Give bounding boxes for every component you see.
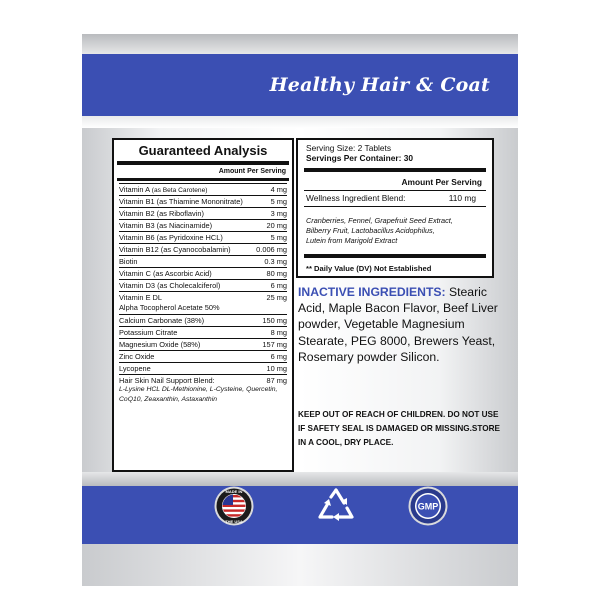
row-name: Vitamin C <box>119 269 151 278</box>
table-row <box>119 195 287 207</box>
row-value: 80 mg <box>266 269 287 278</box>
serving-panel <box>296 138 494 278</box>
servings-per-container: Servings Per Container: 30 <box>306 153 414 163</box>
warning-line: IF SAFETY SEAL IS DAMAGED OR MISSING.STORE <box>298 424 500 433</box>
table-row <box>119 350 287 362</box>
title-banner <box>82 54 518 116</box>
table-row <box>119 231 287 243</box>
row-value: 3 mg <box>270 209 287 218</box>
row-name: Potassium Citrate <box>119 328 178 337</box>
wellness-ingredient-line: Lutein from Marigold Extract <box>306 236 398 245</box>
row-qualifier: (as Cyanocobalamin) <box>160 245 231 254</box>
row-name: Hair Skin Nail Support Blend: <box>119 376 215 385</box>
wellness-blend-name: Wellness Ingredient Blend: <box>306 193 406 203</box>
warning-line: IN A COOL, DRY PLACE. <box>298 438 394 447</box>
top-silver-band <box>82 34 518 54</box>
row-name: Vitamin B6 <box>119 233 155 242</box>
thick-divider <box>304 168 486 172</box>
table-row <box>119 291 287 314</box>
row-value: 150 mg <box>262 316 287 325</box>
row-qualifier: (as Niacinamide) <box>156 221 213 230</box>
row-value: 20 mg <box>266 221 287 230</box>
row-value: 5 mg <box>270 197 287 206</box>
row-value: 6 mg <box>270 281 287 290</box>
warning-text <box>298 408 508 450</box>
gmp-badge-icon <box>408 486 448 526</box>
thick-divider <box>117 178 289 181</box>
row-value: 6 mg <box>270 352 287 361</box>
row-name: Vitamin E DL <box>119 293 162 302</box>
row-name: Lycopene <box>119 364 151 373</box>
row-value: 4 mg <box>270 185 287 194</box>
blend-ingredients-line: CoQ10, Zeaxanthin, Astaxanthin <box>119 396 217 403</box>
amount-per-serving-header: Amount Per Serving <box>218 168 286 175</box>
gmp-badge-text: GMP <box>417 501 439 512</box>
row-value: 5 mg <box>270 233 287 242</box>
usa-badge-bottom-text: THE USA <box>225 519 243 524</box>
row-value: 25 mg <box>266 293 287 302</box>
daily-value-note: ** Daily Value (DV) Not Established <box>306 264 432 273</box>
bottom-silver-base <box>82 544 518 586</box>
table-row <box>119 314 287 326</box>
thin-divider <box>304 206 486 207</box>
table-row <box>119 255 287 267</box>
banner-title: Healthy Hair & Coat <box>269 74 490 96</box>
row-qualifier: (as Pyridoxine HCL) <box>156 233 223 242</box>
row-qualifier: (as Cholecalciferol) <box>157 281 221 290</box>
bottom-silver-band <box>82 472 518 486</box>
row-qualifier: (as Beta Carotene) <box>151 187 208 194</box>
wellness-ingredient-line: Cranberries, Fennel, Grapefruit Seed Extract, <box>306 216 453 225</box>
thick-divider <box>304 254 486 258</box>
recycle-icon <box>314 484 358 528</box>
guaranteed-analysis-panel <box>112 138 294 472</box>
guaranteed-analysis-title: Guaranteed Analysis <box>138 143 268 158</box>
row-name: Zinc Oxide <box>119 352 155 361</box>
row-name: Biotin <box>119 257 138 266</box>
row-value: 8 mg <box>270 328 287 337</box>
row-name: Magnesium Oxide (58%) <box>119 340 201 349</box>
row-name: Vitamin B1 <box>119 197 155 206</box>
row-value: 10 mg <box>266 364 287 373</box>
row-value: 87 mg <box>266 376 287 385</box>
inactive-ingredients-text: Stearic Acid, Maple Bacon Flavor, Beef Liver powder, Vegetable Magnesium Stearate, PEG 8000, Brewers Yeast, Rosemary powder Silicon. <box>298 285 498 364</box>
bottom-blue-band <box>82 486 518 544</box>
row-name: Vitamin B3 <box>119 221 155 230</box>
row-name: Vitamin D3 <box>119 281 156 290</box>
usa-badge-top-text: MADE IN <box>225 489 243 494</box>
thin-divider <box>304 190 486 191</box>
warning-line: KEEP OUT OF REACH OF CHILDREN. DO NOT USE <box>298 410 499 419</box>
row-qualifier: (as Ascorbic Acid) <box>152 269 212 278</box>
banner-divider <box>82 116 518 128</box>
row-name: Calcium Carbonate (38%) <box>119 316 205 325</box>
serving-size: Serving Size: 2 Tablets <box>306 143 392 153</box>
row-name: Vitamin B12 <box>119 245 159 254</box>
row-subtext: Alpha Tocopherol Acetate 50% <box>119 303 220 312</box>
table-row <box>119 338 287 350</box>
table-row <box>119 267 287 279</box>
table-row <box>119 207 287 219</box>
inactive-ingredients <box>298 284 504 365</box>
wellness-ingredient-line: Bilberry Fruit, Lactobacillus Acidophilus, <box>306 226 435 235</box>
table-row <box>119 326 287 338</box>
table-row <box>119 362 287 374</box>
table-row <box>119 219 287 231</box>
wellness-blend-value: 110 mg <box>448 193 476 203</box>
row-value: 0.3 mg <box>264 257 287 266</box>
row-value: 0.006 mg <box>256 245 287 254</box>
table-row <box>119 243 287 255</box>
blend-ingredients-line: L-Lysine HCL DL-Methionine, L-Cysteine, Quercetin, <box>119 386 278 393</box>
inactive-ingredients-label: INACTIVE INGREDIENTS: <box>298 285 446 299</box>
table-row <box>119 279 287 291</box>
row-name: Vitamin A <box>119 185 150 194</box>
row-qualifier: (as Thiamine Mononitrate) <box>156 197 243 206</box>
thick-divider <box>117 161 289 165</box>
row-value: 157 mg <box>262 340 287 349</box>
row-qualifier: (as Riboflavin) <box>156 209 204 218</box>
table-row <box>119 374 287 409</box>
table-row <box>119 183 287 195</box>
made-in-usa-badge-icon <box>214 486 254 526</box>
row-name: Vitamin B2 <box>119 209 155 218</box>
amount-per-serving-header: Amount Per Serving <box>401 177 482 187</box>
